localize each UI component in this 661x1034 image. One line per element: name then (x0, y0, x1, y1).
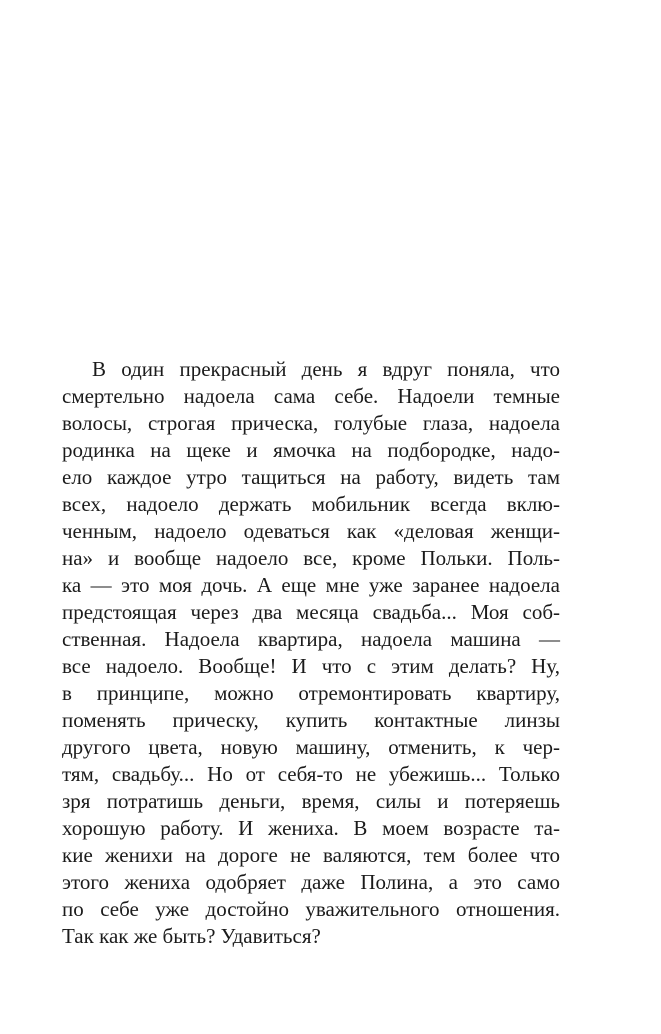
text-line: ело каждое утро тащиться на работу, видеть там (62, 465, 560, 489)
text-line: поменять прическу, купить контактные линзы (62, 708, 560, 732)
text-line: смертельно надоела сама себе. Надоели темные (62, 384, 560, 408)
text-line: ка — это моя дочь. А еще мне уже заранее надоела (62, 573, 560, 597)
text-line: хорошую работу. И жениха. В моем возрасте та- (62, 816, 560, 840)
text-line: волосы, строгая прическа, голубые глаза, надоела (62, 411, 560, 435)
text-line: Так как же быть? Удавиться? (62, 924, 321, 948)
text-line: этого жениха одобряет даже Полина, а это само (62, 870, 560, 894)
text-line: ственная. Надоела квартира, надоела машина — (62, 627, 560, 651)
text-line: зря потратишь деньги, время, силы и потеряешь (62, 789, 560, 813)
text-line: всех, надоело держать мобильник всегда вклю- (62, 492, 560, 516)
text-line: все надоело. Вообще! И что с этим делать? Ну, (62, 654, 560, 678)
text-line: тям, свадьбу... Но от себя-то не убежишь... Только (62, 762, 560, 786)
text-line: в принципе, можно отремонтировать квартиру, (62, 681, 560, 705)
paragraph-block (62, 356, 560, 950)
text-line: предстоящая через два месяца свадьба... Моя соб- (62, 600, 560, 624)
text-line: по себе уже достойно уважительного отношения. (62, 897, 560, 921)
text-line: ченным, надоело одеваться как «деловая женщи- (62, 519, 560, 543)
text-line: другого цвета, новую машину, отменить, к чер- (62, 735, 560, 759)
text-line: на» и вообще надоело все, кроме Польки. Поль- (62, 546, 560, 570)
text-line: кие женихи на дороге не валяются, тем более что (62, 843, 560, 867)
text-line: В один прекрасный день я вдруг поняла, что (92, 357, 560, 381)
text-line: родинка на щеке и ямочка на подбородке, надо- (62, 438, 560, 462)
